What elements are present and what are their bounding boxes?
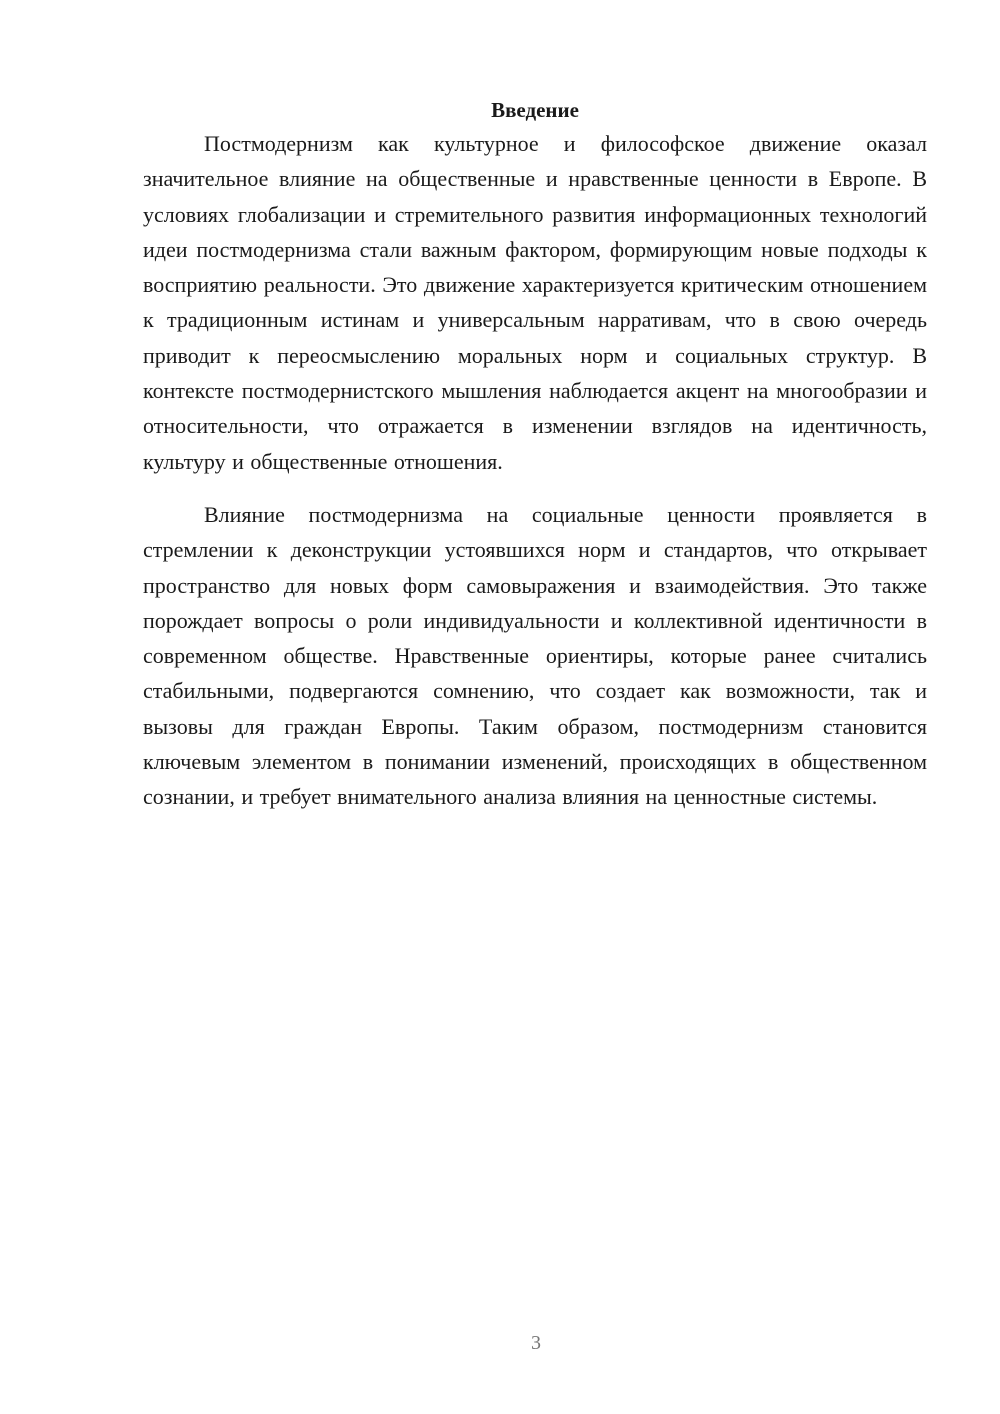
- document-page: [143, 94, 927, 815]
- section-heading: Введение: [491, 98, 579, 122]
- paragraph-1: Постмодернизм как культурное и философское движение оказал значительное влияние на общественные и нравственные ценности в Европе. В условиях глобализации и стремительного развития информационных технологий идеи постмодернизма стали важным фактором, формирующим новые подходы к восприятию реальности. Это движение характеризуется критическим отношением к традиционным истинам и универсальным нарративам, что в свою очередь приводит к переосмыслению моральных норм и социальных структур. В контексте постмодернистского мышления наблюдается акцент на многообразии и относительности, что отражается в изменении взглядов на идентичность, культуру и общественные отношения.: [143, 131, 927, 474]
- page-number: 3: [531, 1332, 541, 1354]
- paragraph-2: Влияние постмодернизма на социальные ценности проявляется в стремлении к деконструкции устоявшихся норм и стандартов, что открывает пространство для новых форм самовыражения и взаимодействия. Это также порождает вопросы о роли индивидуальности и коллективной идентичности в современном обществе. Нравственные ориентиры, которые ранее считались стабильными, подвергаются сомнению, что создает как возможности, так и вызовы для граждан Европы. Таким образом, постмодернизм становится ключевым элементом в понимании изменений, происходящих в общественном сознании, и требует внимательного анализа влияния на ценностные системы.: [143, 501, 927, 810]
